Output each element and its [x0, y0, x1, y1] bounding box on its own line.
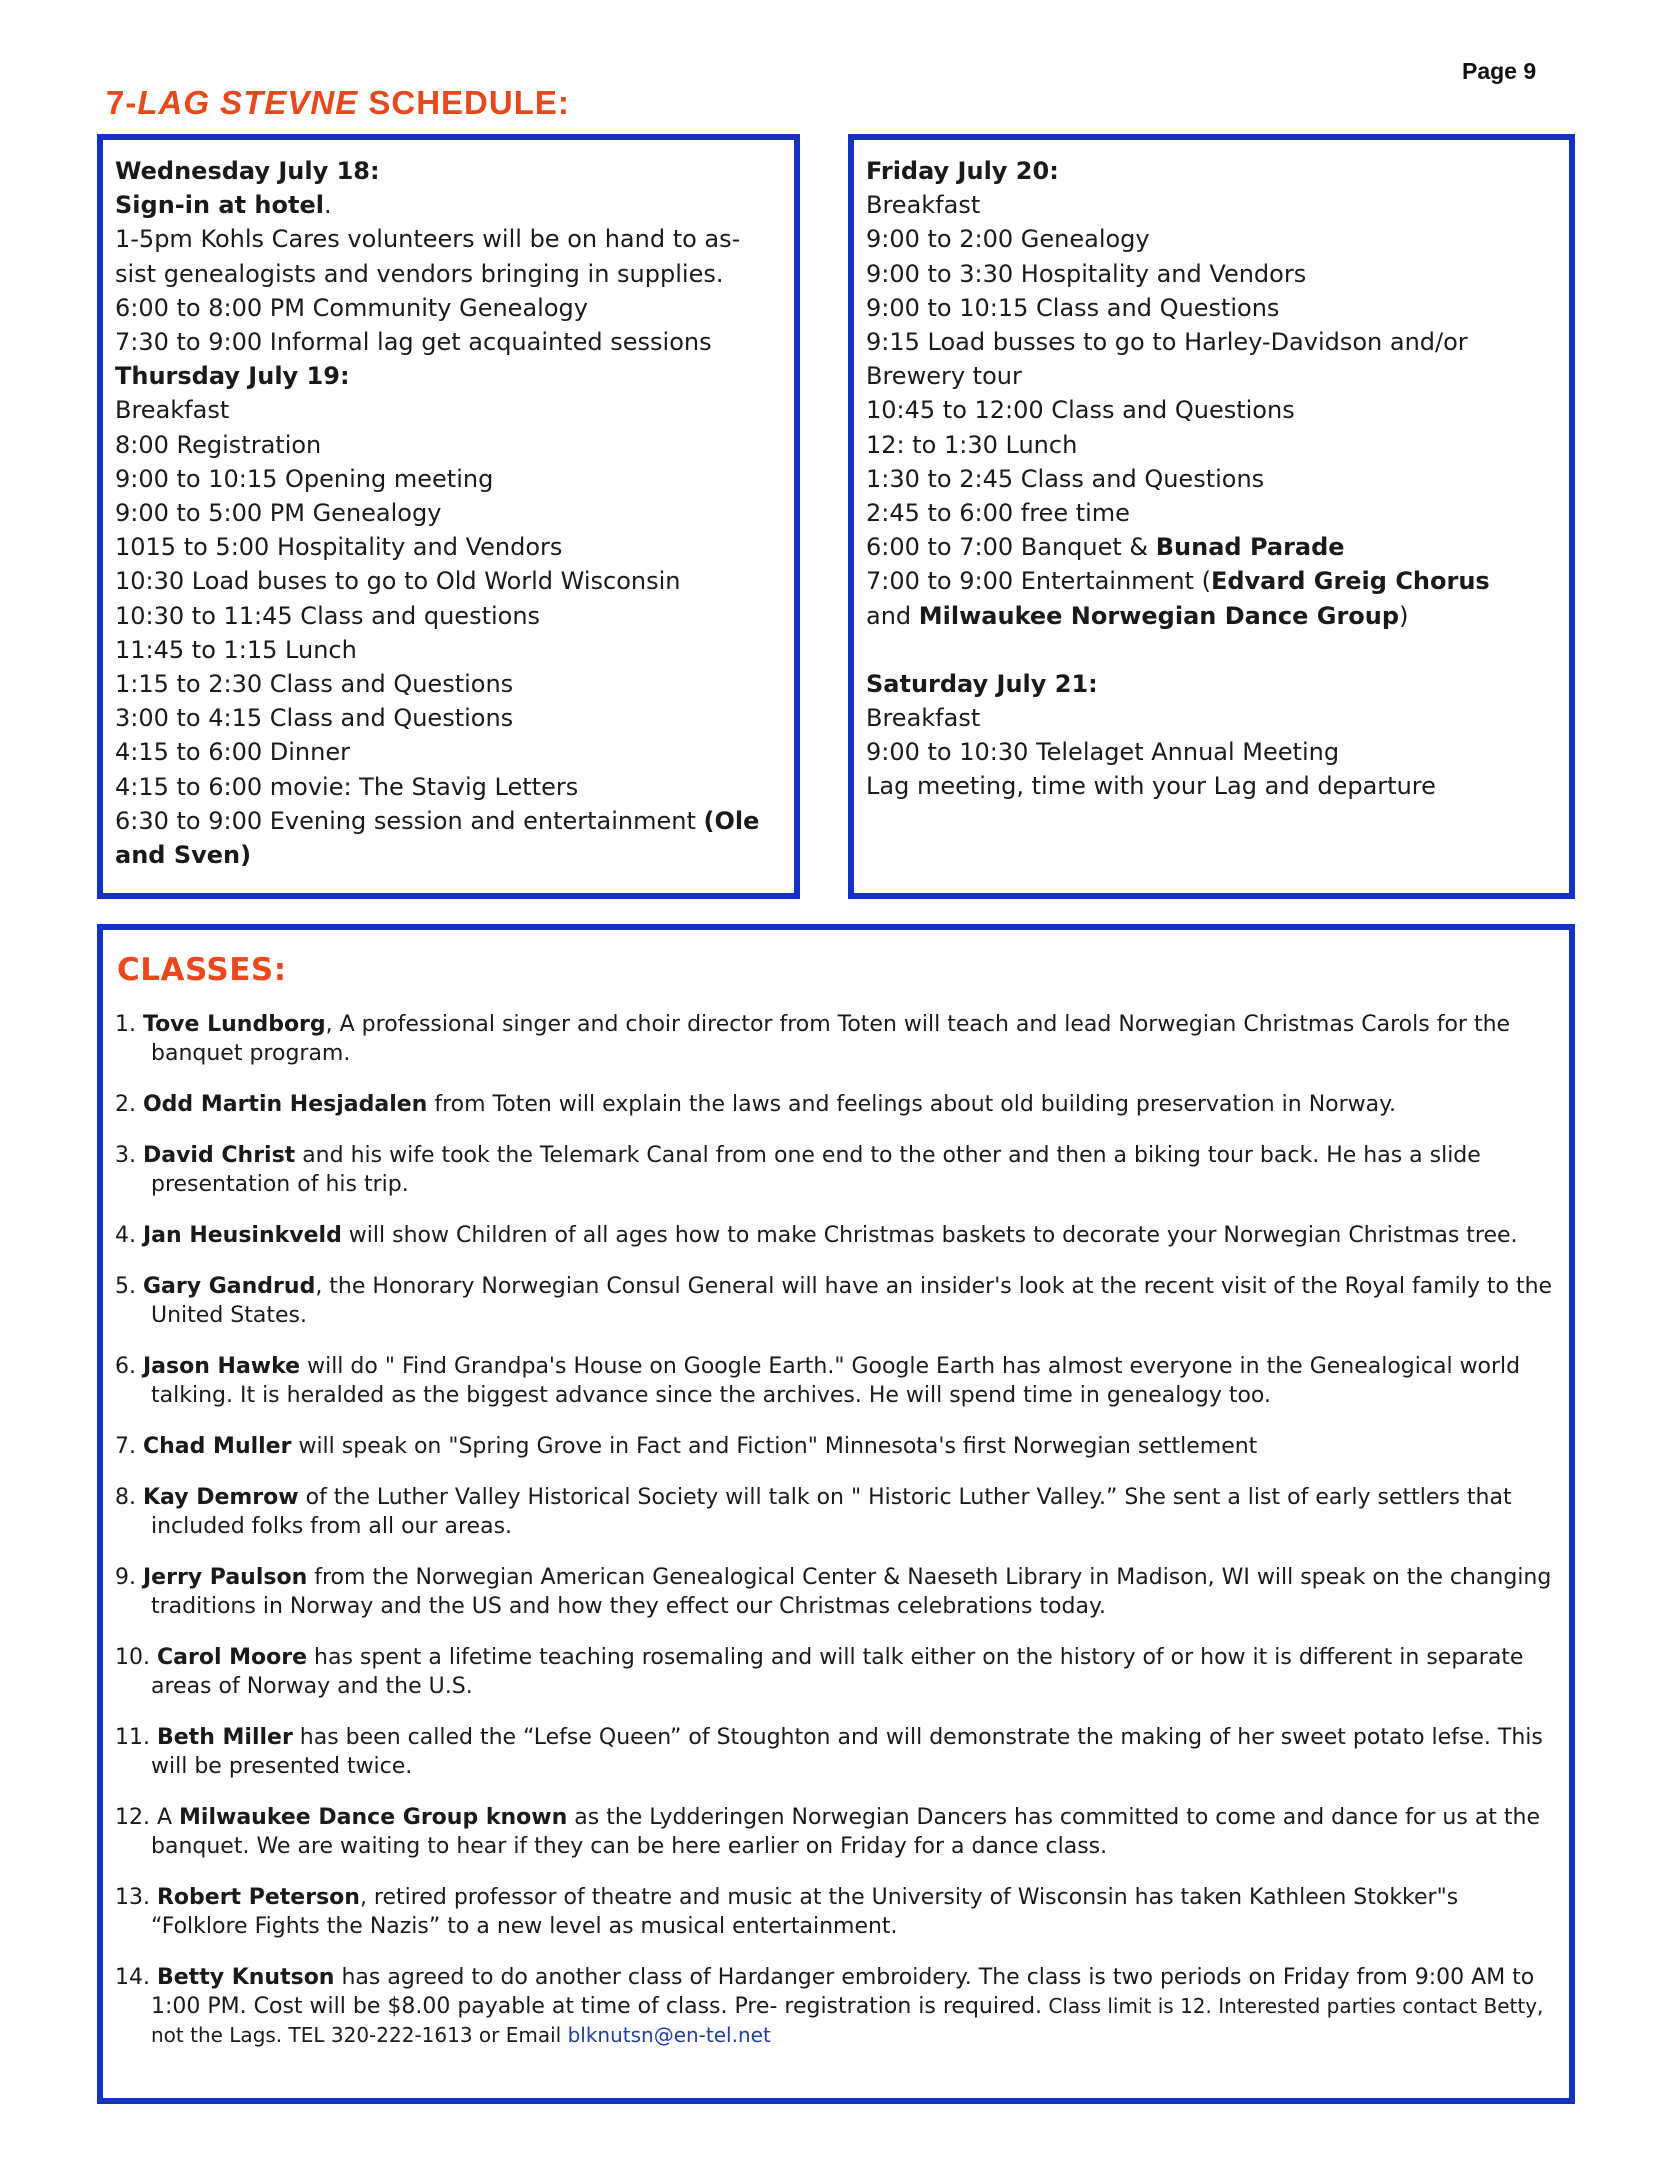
class-item: 3. David Christ and his wife took the Telemark Canal from one end to the other and then a biking tour back. He has a slide presentation of his trip.: [115, 1143, 1481, 1197]
schedule-line: 9:00 to 10:30 Telelaget Annual Meeting: [866, 738, 1340, 767]
classes-heading: CLASSES:: [117, 952, 287, 988]
schedule-line: 10:30 to 11:45 Class and questions: [115, 601, 541, 630]
schedule-line: 7:30 to 9:00 Informal lag get acquainted sessions: [115, 328, 712, 357]
schedule-line: 1:30 to 2:45 Class and Questions: [866, 464, 1265, 493]
schedule-line: 7:00 to 9:00 Entertainment (Edvard Greig Chorus: [866, 567, 1490, 596]
schedule-line: 1-5pm Kohls Cares volunteers will be on hand to as-: [115, 225, 741, 254]
class-item: 4. Jan Heusinkveld will show Children of all ages how to make Christmas baskets to decorate your Norwegian Christmas tree.: [115, 1223, 1518, 1248]
schedule-line: 6:00 to 8:00 PM Community Genealogy: [115, 293, 588, 322]
schedule-line: 9:00 to 2:00 Genealogy: [866, 225, 1150, 254]
schedule-line: 12: to 1:30 Lunch: [866, 430, 1078, 459]
schedule-line: Breakfast: [866, 704, 981, 733]
schedule-line: 9:15 Load busses to go to Harley-Davidson and/or: [866, 328, 1468, 357]
schedule-line: 11:45 to 1:15 Lunch: [115, 635, 357, 664]
page-number: Page 9: [1462, 58, 1537, 84]
schedule-line: Lag meeting, time with your Lag and departure: [866, 772, 1436, 801]
class-item: 6. Jason Hawke will do " Find Grandpa's House on Google Earth." Google Earth has almost everyone in the Genealogical world talking. It is heralded as the biggest advance since the archives. He will spend time in genealogy too.: [115, 1354, 1521, 1408]
email-link[interactable]: blknutsn@en-tel.net: [567, 2023, 771, 2047]
schedule-line: 9:00 to 3:30 Hospitality and Vendors: [866, 259, 1307, 288]
schedule-line: 4:15 to 6:00 movie: The Stavig Letters: [115, 772, 579, 801]
schedule-line: 1015 to 5:00 Hospitality and Vendors: [115, 533, 563, 562]
schedule-line: Sign-in at hotel.: [115, 191, 332, 220]
schedule-line: 8:00 Registration: [115, 430, 322, 459]
class-item: 12. A Milwaukee Dance Group known as the Lydderingen Norwegian Dancers has committed to come and dance for us at the banquet. We are waiting to hear if they can be here earlier on Friday for a dance class.: [115, 1805, 1541, 1859]
day-heading-wednesday: Wednesday July 18:: [115, 157, 380, 185]
schedule-line: and Sven): [115, 841, 252, 870]
schedule-line: Breakfast: [115, 396, 230, 425]
class-list: [115, 1010, 1557, 1941]
schedule-line: 9:00 to 10:15 Class and Questions: [866, 293, 1280, 322]
day-heading-thursday: Thursday July 19:: [115, 362, 350, 391]
class-item: 11. Beth Miller has been called the “Lefse Queen” of Stoughton and will demonstrate the making of her sweet potato lefse. This will be presented twice.: [115, 1725, 1543, 1779]
schedule-line: 2:45 to 6:00 free time: [866, 499, 1130, 528]
schedule-line: 6:00 to 7:00 Banquet & Bunad Parade: [866, 533, 1345, 562]
day-heading-saturday: Saturday July 21:: [866, 669, 1098, 698]
schedule-line: 3:00 to 4:15 Class and Questions: [115, 704, 514, 733]
schedule-line: 1:15 to 2:30 Class and Questions: [115, 670, 514, 699]
schedule-line: 4:15 to 6:00 Dinner: [115, 738, 350, 767]
schedule-line: 9:00 to 5:00 PM Genealogy: [115, 499, 442, 528]
class-item: 5. Gary Gandrud, the Honorary Norwegian Consul General will have an insider's look at the recent visit of the Royal family to the United States.: [115, 1274, 1553, 1328]
class-item: 13. Robert Peterson, retired professor of theatre and music at the University of Wisconsin has taken Kathleen Stokker"s “Folklore Fights the Nazis” to a new level as musical entertainment.: [115, 1885, 1459, 1939]
schedule-line: 10:30 Load buses to go to Old World Wisconsin: [115, 567, 681, 596]
page-title: 7-LAG STEVNE SCHEDULE:: [106, 84, 570, 121]
class-item: 10. Carol Moore has spent a lifetime teaching rosemaling and will talk either on the history of or how it is different in separate areas of Norway and the U.S.: [115, 1645, 1524, 1699]
schedule-box-wed-thu: [97, 134, 800, 899]
schedule-line: Breakfast: [866, 191, 981, 220]
schedule-line: 9:00 to 10:15 Opening meeting: [115, 464, 494, 493]
schedule-box-fri-sat: [848, 134, 1575, 899]
schedule-line: sist genealogists and vendors bringing in supplies.: [115, 259, 724, 288]
schedule-line: Brewery tour: [866, 362, 1022, 391]
schedule-line: 10:45 to 12:00 Class and Questions: [866, 396, 1295, 425]
class-item: 8. Kay Demrow of the Luther Valley Historical Society will talk on " Historic Luther Valley.” She sent a list of early settlers that included folks from all our areas.: [115, 1485, 1512, 1539]
schedule-line: 6:30 to 9:00 Evening session and entertainment (Ole: [115, 806, 760, 835]
schedule-line: and Milwaukee Norwegian Dance Group): [866, 601, 1409, 630]
class-item: 2. Odd Martin Hesjadalen from Toten will explain the laws and feelings about old building preservation in Norway.: [115, 1092, 1397, 1117]
class-item: 1. Tove Lundborg, A professional singer and choir director from Toten will teach and lead Norwegian Christmas Carols for the banquet program.: [115, 1012, 1511, 1066]
class-item: 14. Betty Knutson has agreed to do another class of Hardanger embroidery. The class is two periods on Friday from 9:00 AM to 1:00 PM. Cost will be $8.00 payable at time of class. Pre- registration is required. Class limit is 12. Interested parties contact Betty, not the Lags. TEL 320-222-1613 or Email blknutsn@en-tel.net: [115, 1965, 1544, 2047]
classes-box: [97, 924, 1575, 2104]
class-item: 9. Jerry Paulson from the Norwegian American Genealogical Center & Naeseth Library in Madison, WI will speak on the changing traditions in Norway and the US and how they effect our Christmas celebrations today.: [115, 1565, 1552, 1619]
day-heading-friday: Friday July 20:: [866, 157, 1059, 185]
spacer: [866, 633, 1569, 667]
class-item: 7. Chad Muller will speak on "Spring Grove in Fact and Fiction" Minnesota's first Norwegian settlement: [115, 1434, 1258, 1459]
